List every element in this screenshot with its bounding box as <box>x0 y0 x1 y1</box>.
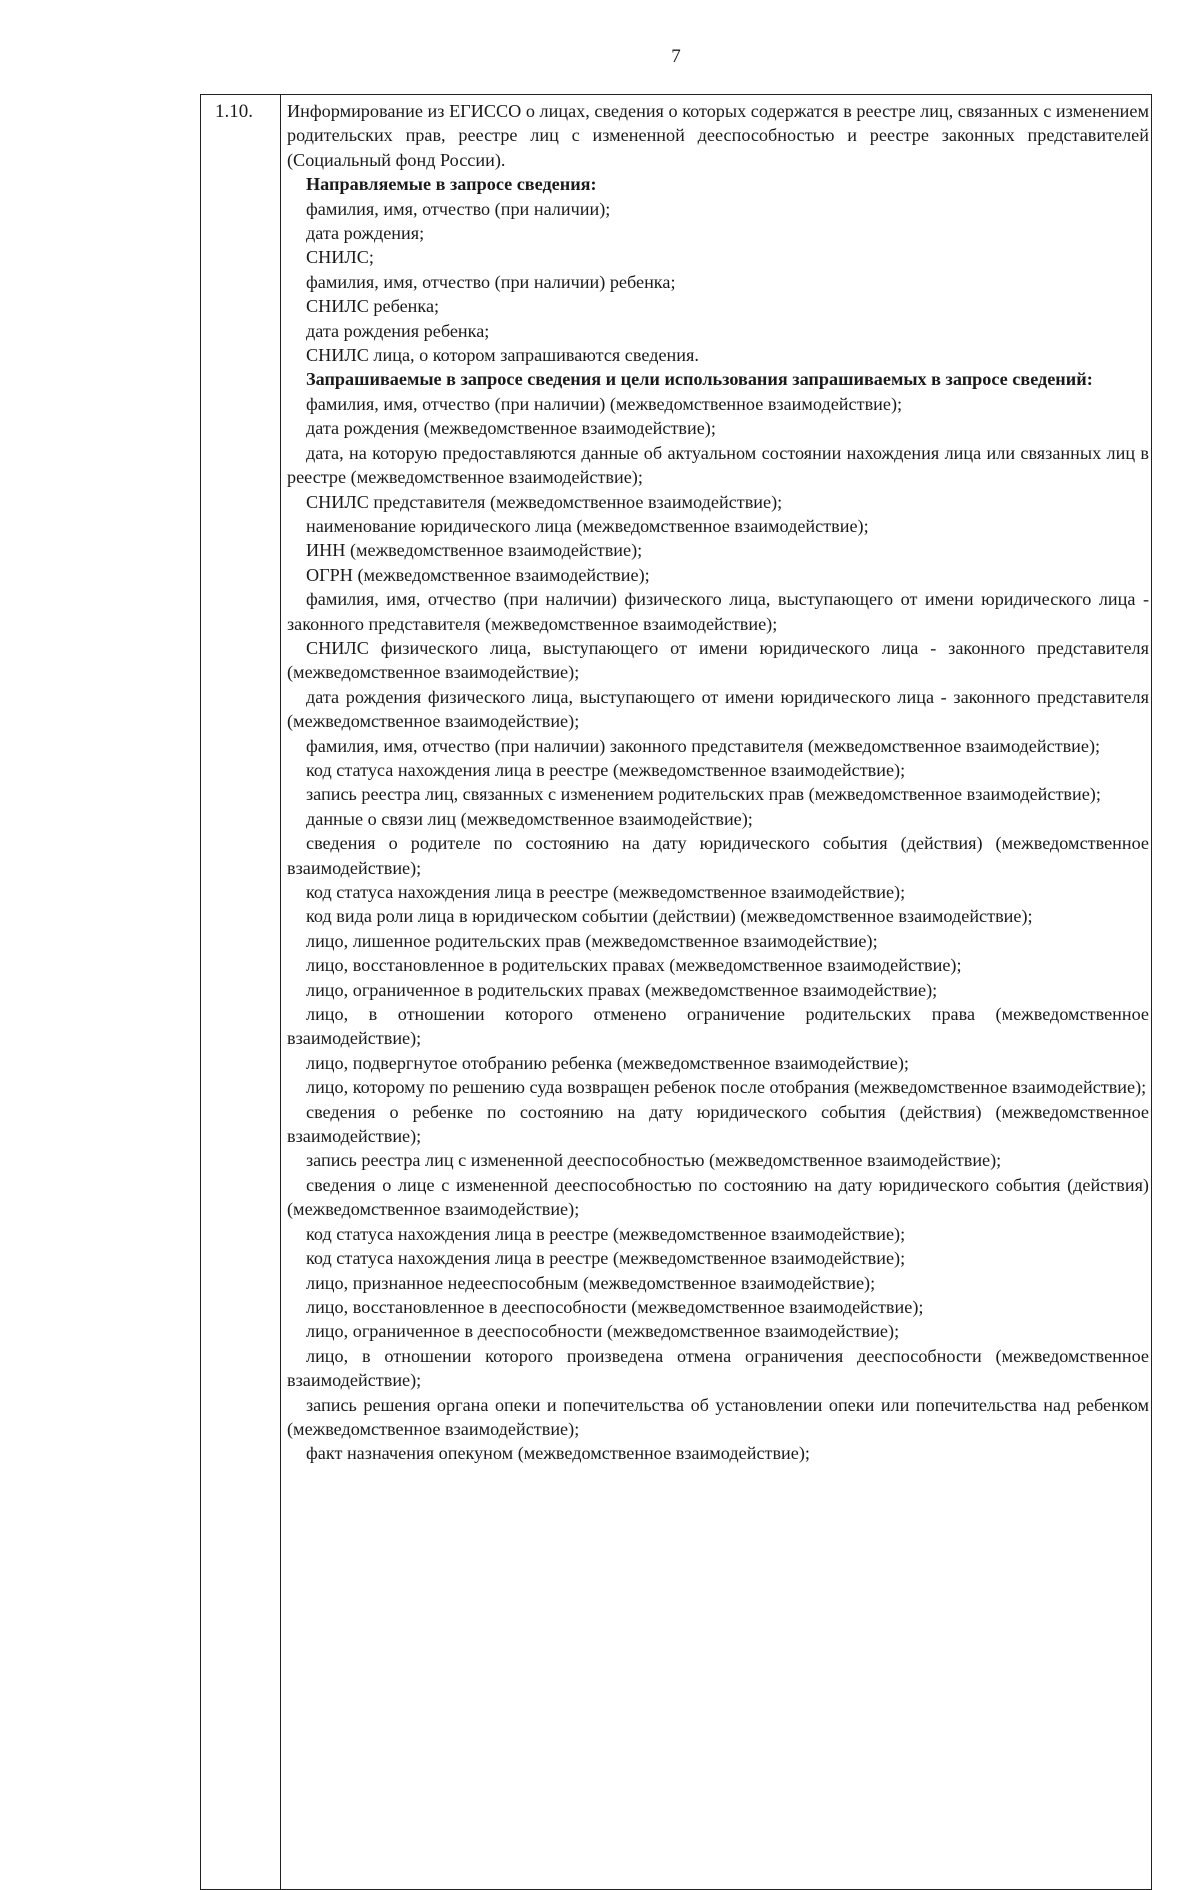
list-item: лицо, ограниченное в дееспособности (межведомственное взаимодействие); <box>306 1321 900 1342</box>
list-item: сведения о родителе по состоянию на дату юридического события (действия) (межведомственное взаимодействие); <box>287 833 1149 878</box>
list-item: лицо, восстановленное в родительских правах (межведомственное взаимодействие); <box>306 955 962 976</box>
list-item: фамилия, имя, отчество (при наличии) физического лица, выступающего от имени юридического лица - законного представителя (межведомственное взаимодействие); <box>287 589 1149 634</box>
list-item: код статуса нахождения лица в реестре (межведомственное взаимодействие); <box>306 1248 906 1269</box>
list-item: лицо, подвергнутое отобранию ребенка (межведомственное взаимодействие); <box>306 1052 909 1073</box>
list-item: лицо, восстановленное в дееспособности (межведомственное взаимодействие); <box>306 1296 924 1317</box>
list-item: запись реестра лиц, связанных с изменением родительских прав (межведомственное взаимодействие); <box>306 784 1101 805</box>
list-item: сведения о лице с измененной дееспособностью по состоянию на дату юридического события (действия) (межведомственное взаимодействие); <box>287 1174 1149 1220</box>
list-item: СНИЛС ребенка; <box>306 296 440 317</box>
sent-heading: Направляемые в запросе сведения: <box>306 174 597 195</box>
list-item: код статуса нахождения лица в реестре (межведомственное взаимодействие); <box>306 759 906 780</box>
list-item: ИНН (межведомственное взаимодействие); <box>306 540 643 561</box>
list-item: лицо, признанное недееспособным (межведомственное взаимодействие); <box>306 1272 876 1293</box>
list-item: дата рождения; <box>306 223 425 244</box>
list-item: лицо, лишенное родительских прав (межведомственное взаимодействие); <box>306 930 878 951</box>
list-item: СНИЛС; <box>306 247 374 268</box>
list-item: ОГРН (межведомственное взаимодействие); <box>306 564 650 585</box>
list-item: дата рождения (межведомственное взаимодействие); <box>306 418 716 439</box>
list-item: код вида роли лица в юридическом событии (действии) (межведомственное взаимодействие); <box>306 906 1033 927</box>
list-item: дата рождения физического лица, выступающего от имени юридического лица - законного представителя (межведомственное взаимодействие); <box>287 686 1149 732</box>
list-item: фамилия, имя, отчество (при наличии) законного представителя (межведомственное взаимодействие); <box>306 735 1101 756</box>
requested-heading: Запрашиваемые в запросе сведения и цели использования запрашиваемых в запросе сведений: <box>306 369 1093 390</box>
list-item: лицо, ограниченное в родительских правах (межведомственное взаимодействие); <box>306 979 938 1000</box>
document-table <box>200 94 1152 1890</box>
sent-list <box>287 197 1149 368</box>
list-item: факт назначения опекуном (межведомственное взаимодействие); <box>306 1443 810 1464</box>
item-number-cell <box>201 95 281 1889</box>
list-item: сведения о ребенке по состоянию на дату юридического события (действия) (межведомственное взаимодействие); <box>287 1101 1149 1147</box>
list-item: дата, на которую предоставляются данные об актуальном состоянии нахождения лица или связанных лиц в реестре (межведомственное взаимодействие); <box>287 442 1149 488</box>
list-item: СНИЛС лица, о котором запрашиваются сведения. <box>306 345 699 366</box>
list-item: СНИЛС представителя (межведомственное взаимодействие); <box>306 491 783 512</box>
list-item: фамилия, имя, отчество (при наличии) ребенка; <box>306 271 676 292</box>
requested-list <box>287 392 1149 1466</box>
list-item: лицо, в отношении которого отменено ограничение родительских права (межведомственное взаимодействие); <box>287 1004 1149 1049</box>
list-item: лицо, в отношении которого произведена отмена ограничения дееспособности (межведомственное взаимодействие); <box>287 1345 1149 1391</box>
list-item: дата рождения ребенка; <box>306 320 490 341</box>
list-item: лицо, которому по решению суда возвращен ребенок после отобрания (межведомственное взаимодействие); <box>306 1077 1147 1098</box>
list-item: код статуса нахождения лица в реестре (межведомственное взаимодействие); <box>306 1223 906 1244</box>
item-number: 1.10. <box>215 101 253 122</box>
list-item: СНИЛС физического лица, выступающего от имени юридического лица - законного представителя (межведомственное взаимодействие); <box>287 637 1149 683</box>
list-item: фамилия, имя, отчество (при наличии) (межведомственное взаимодействие); <box>306 393 903 414</box>
page-number: 7 <box>671 46 681 67</box>
item-intro: Информирование из ЕГИССО о лицах, сведения о которых содержатся в реестре лиц, связанных с изменением родительских прав, реестре лиц с измененной дееспособностью и реестре законных представителей (Социальный фонд России). <box>287 101 1149 170</box>
list-item: данные о связи лиц (межведомственное взаимодействие); <box>306 808 753 829</box>
list-item: код статуса нахождения лица в реестре (межведомственное взаимодействие); <box>306 882 906 902</box>
item-content-cell <box>287 99 1149 1466</box>
list-item: запись реестра лиц с измененной дееспособностью (межведомственное взаимодействие); <box>306 1150 1002 1171</box>
list-item: фамилия, имя, отчество (при наличии); <box>306 198 611 219</box>
list-item: запись решения органа опеки и попечительства об установлении опеки или попечительства над ребенком (межведомственное взаимодействие); <box>287 1394 1149 1439</box>
list-item: наименование юридического лица (межведомственное взаимодействие); <box>306 515 869 536</box>
